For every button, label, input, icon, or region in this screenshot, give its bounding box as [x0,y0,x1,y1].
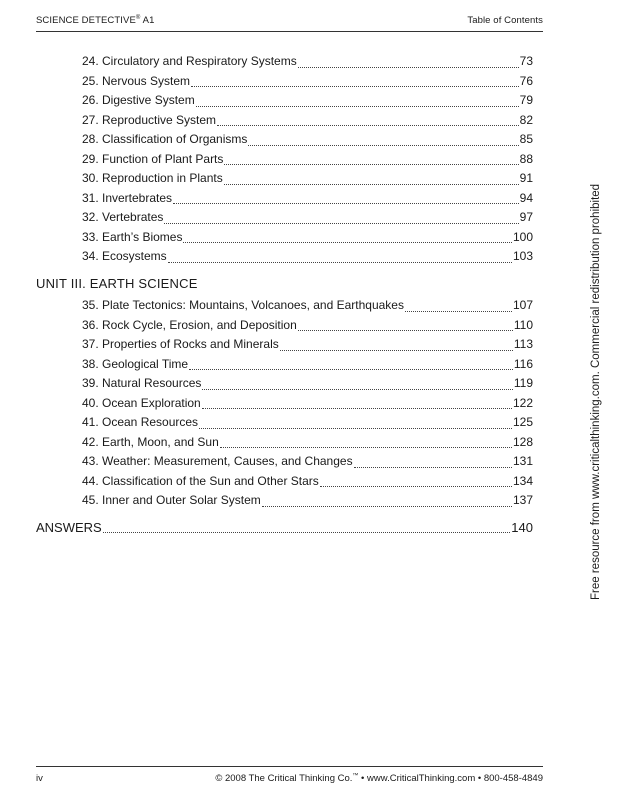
entry-title: Ecosystems [102,249,167,263]
dot-leader [183,241,511,243]
toc-entry[interactable] [82,52,533,72]
entry-number: 24. [82,54,99,68]
dot-leader [320,485,512,487]
entry-number: 29. [82,151,99,166]
entry-title: Invertebrates [102,190,173,205]
dot-leader [168,261,512,263]
section-title: Table of Contents [467,15,543,26]
entry-page: 76 [519,73,533,88]
dot-leader [196,105,519,107]
entry-title: Vertebrates [102,210,164,224]
entry-page: 113 [513,337,533,351]
entry-number: 38. [82,356,99,371]
entry-number: 39. [82,376,99,390]
entry-page: 97 [519,210,533,224]
entry-page: 82 [519,112,533,127]
dot-leader [199,427,512,429]
page-footer [36,773,543,784]
entry-number: 36. [82,317,99,332]
answers-page: 140 [511,520,533,535]
entry-title: Classification of the Sun and Other Stars [102,473,319,488]
entry-title: Digestive System [102,93,195,107]
dot-leader [103,531,511,533]
dot-leader [298,329,513,331]
dot-leader [173,202,519,204]
answers-title: ANSWERS [36,520,102,535]
toc-entry[interactable] [82,130,533,150]
entry-title: Nervous System [102,73,191,88]
entry-title: Earth, Moon, and Sun [102,434,219,449]
page-number: iv [36,773,43,784]
entry-number: 25. [82,73,99,88]
entry-title: Weather: Measurement, Causes, and Changes [102,454,353,468]
dot-leader [164,222,518,224]
unit3-list [82,296,533,511]
book-title: SCIENCE DETECTIVE® A1 [36,15,155,27]
unit2-list [82,52,533,267]
toc-entry[interactable] [82,472,533,492]
entry-page: 94 [519,190,533,205]
toc-entry[interactable] [82,208,533,228]
dot-leader [298,66,519,68]
footer-copyright: © 2008 The Critical Thinking Co.™ • www.CriticalThinking.com • 800-458-4849 [215,773,543,785]
entry-number: 41. [82,415,99,429]
entry-number: 26. [82,93,99,107]
toc-entry[interactable] [82,394,533,414]
entry-page: 131 [512,454,533,468]
entry-page: 122 [512,395,533,410]
dot-leader [224,163,518,165]
entry-number: 35. [82,298,99,312]
entry-page: 73 [519,54,533,68]
page-header [36,15,543,26]
entry-number: 27. [82,112,99,127]
toc-entry[interactable] [82,72,533,92]
toc-entry[interactable] [82,452,533,472]
entry-page: 79 [519,93,533,107]
entry-page: 91 [519,171,533,185]
toc-entry[interactable] [82,374,533,394]
entry-number: 32. [82,210,99,224]
trademark-mark: ™ [352,773,359,779]
entry-page: 110 [513,317,533,332]
dot-leader [202,407,512,409]
dot-leader [248,144,518,146]
dot-leader [354,466,512,468]
toc-entry[interactable] [82,355,533,375]
dot-leader [224,183,519,185]
entry-number: 28. [82,132,99,146]
entry-title: Earth’s Biomes [102,229,183,244]
entry-page: 107 [512,298,533,312]
toc-entry[interactable] [82,111,533,131]
dot-leader [202,388,512,390]
dot-leader [217,124,519,126]
dot-leader [405,310,512,312]
entry-number: 37. [82,337,99,351]
entry-title: Rock Cycle, Erosion, and Deposition [102,317,297,332]
toc-entry[interactable] [82,169,533,189]
entry-title: Classification of Organisms [102,132,248,146]
dot-leader [280,349,513,351]
entry-page: 119 [513,376,533,390]
entry-title: Reproduction in Plants [102,171,223,185]
toc-entry[interactable] [82,316,533,336]
toc-entry[interactable] [82,491,533,511]
dot-leader [189,368,513,370]
footer-divider [36,766,543,767]
entry-page: 128 [512,434,533,449]
entry-number: 31. [82,190,99,205]
toc-entry[interactable] [82,413,533,433]
entry-title: Ocean Exploration [102,395,201,410]
dot-leader [262,505,512,507]
entry-title: Plate Tectonics: Mountains, Volcanoes, and Earthquakes [102,298,404,312]
toc-entry[interactable] [82,150,533,170]
toc-entry[interactable] [82,228,533,248]
toc-entry[interactable] [82,296,533,316]
entry-title: Function of Plant Parts [102,151,224,166]
entry-number: 42. [82,434,99,449]
entry-number: 30. [82,171,99,185]
entry-page: 137 [512,493,533,507]
answers-entry[interactable] [36,518,533,538]
redistribution-notice: Free resource from www.criticalthinking.com. Commercial redistribution prohibited [590,183,602,600]
entry-number: 34. [82,249,99,263]
toc-entry[interactable] [82,247,533,267]
entry-title: Circulatory and Respiratory Systems [102,54,297,68]
entry-page: 100 [512,229,533,244]
entry-title: Inner and Outer Solar System [102,493,261,507]
header-divider [36,31,543,32]
entry-title: Properties of Rocks and Minerals [102,337,279,351]
entry-page: 125 [512,415,533,429]
entry-number: 44. [82,473,99,488]
entry-page: 85 [519,132,533,146]
toc-entry[interactable] [82,91,533,111]
toc-entry[interactable] [82,433,533,453]
toc-entry[interactable] [82,189,533,209]
entry-title: Natural Resources [102,376,202,390]
entry-page: 103 [512,249,533,263]
entry-page: 116 [513,356,533,371]
entry-page: 88 [519,151,533,166]
unit3-heading: UNIT III. EARTH SCIENCE [36,276,198,291]
dot-leader [191,85,519,87]
entry-number: 43. [82,454,99,468]
entry-page: 134 [512,473,533,488]
dot-leader [220,446,512,448]
entry-number: 33. [82,229,99,244]
entry-number: 45. [82,493,99,507]
entry-title: Reproductive System [102,112,217,127]
toc-entry[interactable] [82,335,533,355]
entry-title: Ocean Resources [102,415,199,429]
registered-mark: ® [135,15,141,21]
entry-number: 40. [82,395,99,410]
entry-title: Geological Time [102,356,189,371]
